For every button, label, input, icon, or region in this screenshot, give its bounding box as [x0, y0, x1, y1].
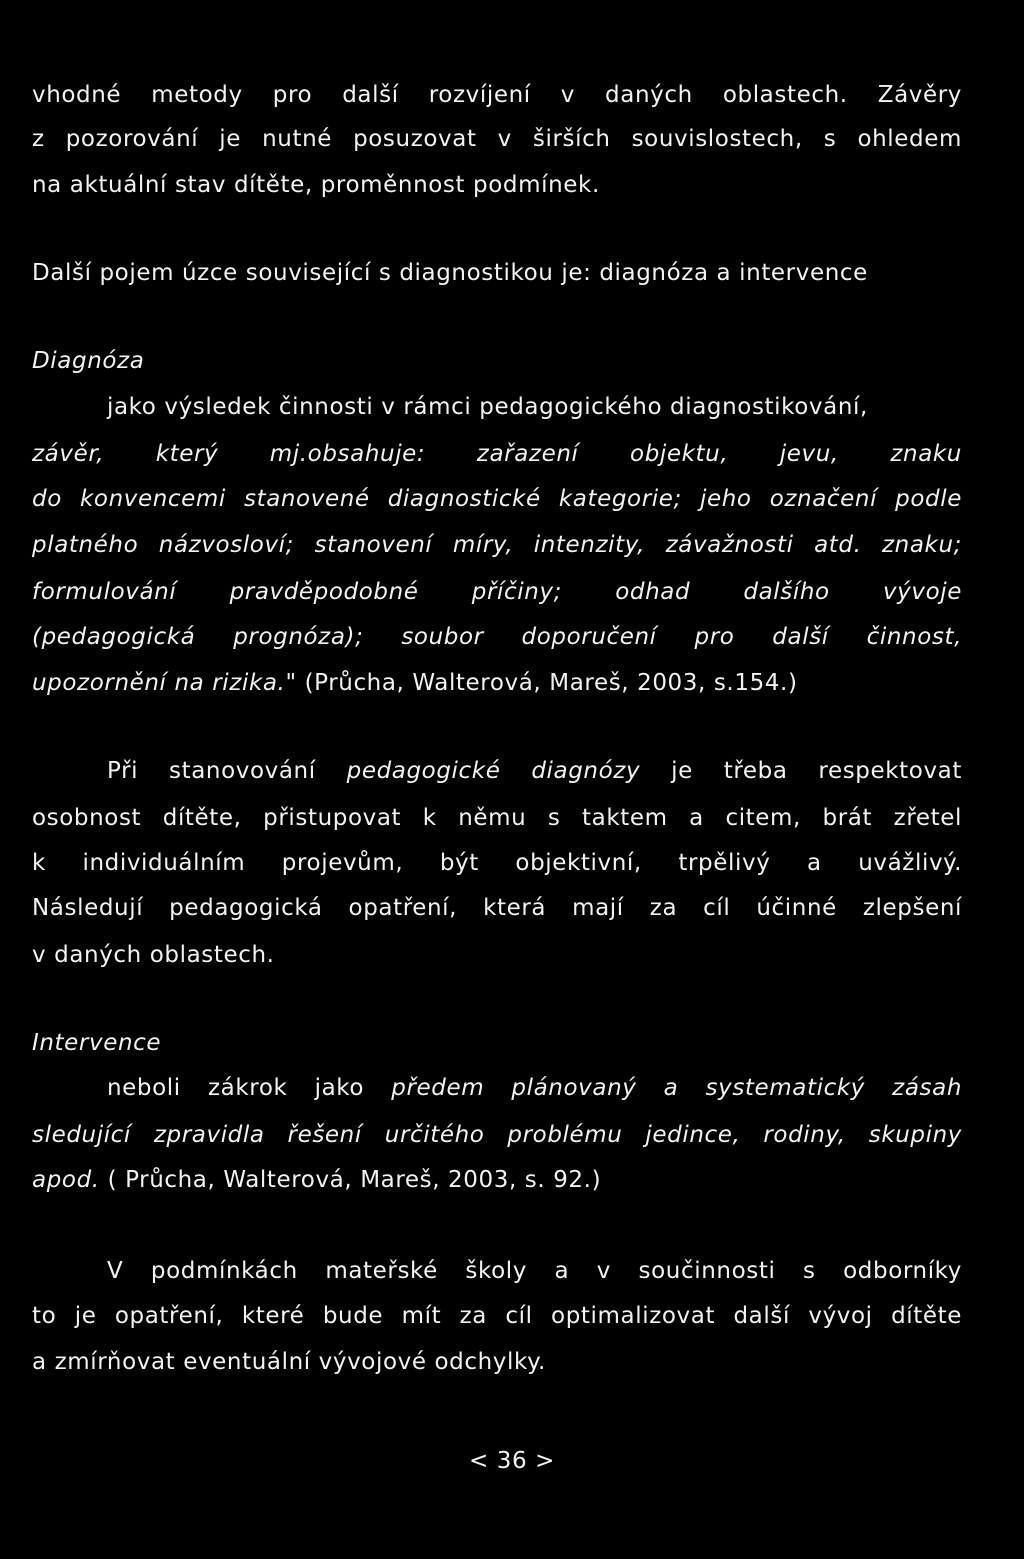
intervence-citation: ( Průcha, Walterová, Mareš, 2003, s. 92.) — [99, 1167, 602, 1193]
paragraph-3-end: je třeba respektovat — [640, 758, 962, 784]
diagnoza-italic-line-5: (pedagogická prognóza); soubor doporučení pro další činnost, — [32, 624, 962, 650]
page-number: < 36 > — [468, 1448, 556, 1474]
diagnoza-italic-line-3: platného názvosloví; stanovení míry, intenzity, závažnosti atd. znaku; — [32, 532, 962, 558]
diagnoza-line-1: jako výsledek činnosti v rámci pedagogického diagnostikování, — [107, 394, 868, 420]
intervence-line-3-italic: apod. — [32, 1167, 100, 1193]
paragraph-3-line-1 — [107, 756, 962, 786]
diagnoza-italic-line-1: závěr, který mj.obsahuje: zařazení objektu, jevu, znaku — [32, 441, 962, 467]
paragraph-2: Další pojem úzce související s diagnostikou je: diagnóza a intervence — [32, 260, 868, 286]
intervence-line-1-italic: předem plánovaný a systematický zásah — [391, 1075, 962, 1101]
paragraph-3-start: Při stanovování — [107, 758, 347, 784]
paragraph-3-line-2: osobnost dítěte, přistupovat k němu s taktem a citem, brát zřetel — [32, 805, 962, 831]
paragraph-3-line-4: Následují pedagogická opatření, která mají za cíl účinné zlepšení — [32, 895, 962, 921]
diagnoza-last-line — [32, 668, 962, 698]
paragraph-4-line-2: to je opatření, které bude mít za cíl optimalizovat další vývoj dítěte — [32, 1303, 962, 1329]
diagnoza-italic-line-2: do konvencemi stanovené diagnostické kategorie; jeho označení podle — [32, 486, 962, 512]
paragraph-4-line-3: a zmírňovat eventuální vývojové odchylky. — [32, 1349, 546, 1375]
intervence-line-2: sledující zpravidla řešení určitého problému jedince, rodiny, skupiny — [32, 1122, 962, 1148]
paragraph-3-line-5: v daných oblastech. — [32, 942, 275, 968]
intervence-heading: Intervence — [32, 1030, 162, 1056]
diagnoza-heading: Diagnóza — [32, 348, 145, 374]
intervence-line-3 — [32, 1165, 962, 1195]
paragraph-1-line-2: z pozorování je nutné posuzovat v širších souvislostech, s ohledem — [32, 126, 962, 152]
diagnoza-italic-line-4: formulování pravděpodobné příčiny; odhad dalšího vývoje — [32, 579, 962, 605]
paragraph-3-italic: pedagogické diagnózy — [346, 758, 641, 784]
paragraph-1-line-3: na aktuální stav dítěte, proměnnost podmínek. — [32, 172, 600, 198]
intervence-line-1-start: neboli zákrok jako — [107, 1075, 392, 1101]
paragraph-1-line-1: vhodné metody pro další rozvíjení v daných oblastech. Závěry — [32, 82, 962, 108]
intervence-line-1 — [107, 1073, 962, 1103]
paragraph-4-line-1: V podmínkách mateřské školy a v součinnosti s odborníky — [107, 1258, 962, 1284]
paragraph-3-line-3: k individuálním projevům, být objektivní, trpělivý a uvážlivý. — [32, 850, 962, 876]
diagnoza-citation: (Průcha, Walterová, Mareš, 2003, s.154.) — [296, 670, 798, 696]
diagnoza-last-italic: upozornění na rizika." — [32, 670, 297, 696]
